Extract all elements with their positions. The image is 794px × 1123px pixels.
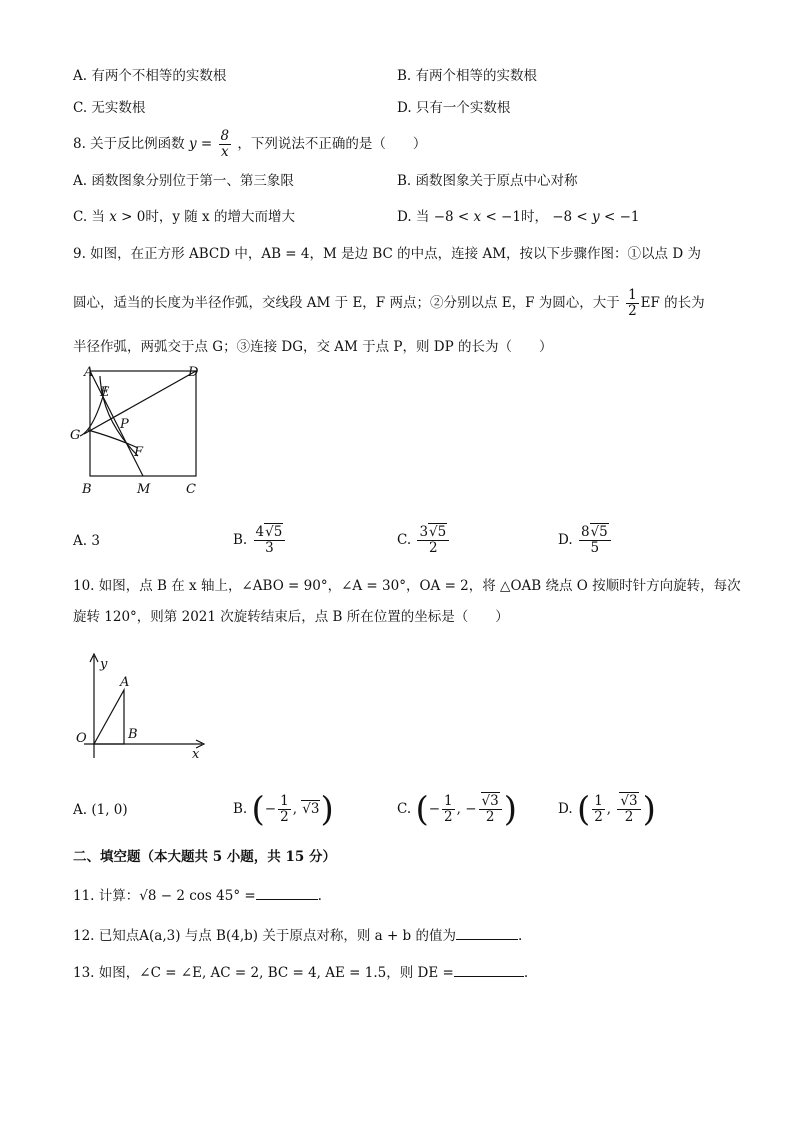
label-m: M <box>137 482 151 497</box>
label-g: G <box>70 428 81 443</box>
q9-option-b: B. $\frac{4√5}{3}$ <box>233 520 287 560</box>
label-p: P <box>120 417 129 432</box>
label-e: E <box>100 385 110 400</box>
q10-line2: 旋转 120°，则第 2021 次旋转结束后，点 B 所在位置的坐标是（ ） <box>73 609 509 625</box>
q10-option-c: C. (− $\frac{1}{2}$ , − $\frac{√3}{2}$ ) <box>397 789 517 830</box>
q11-answer-blank <box>256 885 318 900</box>
q8-option-a: A. 函数图象分别位于第一、第三象限 <box>73 173 294 189</box>
label-c: C <box>186 482 196 497</box>
q8-option-c: C. 当 x > 0时，y 随 x 的增大而增大 <box>73 209 295 225</box>
q9-line3: 半径作弧，两弧交于点 G；③连接 DG，交 AM 于点 P，则 DP 的长为（ ） <box>73 339 553 355</box>
q9-option-a: A. 3 <box>73 533 100 549</box>
q10-line1: 10. 如图，点 B 在 x 轴上，∠ABO = 90°，∠A = 30°，OA = 2，将 △OAB 绕点 O 按顺时针方向旋转，每次 <box>73 578 741 594</box>
q12-answer-blank <box>456 925 518 940</box>
q12: 12. 已知点A(a,3) 与点 B(4,b) 关于原点对称，则 a + b 的值为 . <box>73 925 522 945</box>
q10-figure <box>70 650 215 762</box>
section-2-title: 二、填空题（本大题共 5 小题，共 15 分） <box>73 849 336 865</box>
q9-option-c: C. $\frac{3√5}{2}$ <box>397 520 451 560</box>
q9-line2: 圆心，适当的长度为半径作弧，交线段 AM 于 E，F 两点；②分别以点 E，F 为圆心，大于 $\frac{1}{2}$ EF 的长为 <box>73 287 705 319</box>
q9-figure <box>66 360 216 500</box>
label-b: B <box>128 727 138 742</box>
q8-option-d: D. 当 −8 < x < −1时， −8 < y < −1 <box>397 209 640 225</box>
q8-prefix: 8. 关于反比例函数 <box>73 136 185 152</box>
q9-option-d: D. $\frac{8√5}{5}$ <box>558 520 613 560</box>
label-x: x <box>192 747 200 762</box>
q8-option-b: B. 函数图象关于原点中心对称 <box>397 173 578 189</box>
q10-option-d: D. ( $\frac{1}{2}$ , $\frac{√3}{2}$ ) <box>558 789 656 830</box>
q7-option-c: C. 无实数根 <box>73 100 146 116</box>
label-o: O <box>76 731 87 746</box>
arc-f <box>88 430 138 448</box>
q13-answer-blank <box>454 962 524 977</box>
q8-function: y = $\frac{8}{x}$ <box>188 128 230 160</box>
q7-option-a: A. 有两个不相等的实数根 <box>73 68 227 84</box>
label-b: B <box>82 482 92 497</box>
triangle-oab <box>94 690 124 744</box>
label-d: D <box>188 365 199 380</box>
q7-option-d: D. 只有一个实数根 <box>397 100 511 116</box>
q8-suffix: ，下列说法不正确的是（ ） <box>237 136 427 152</box>
q10-option-b: B. (− $\frac{1}{2}$ , √3) <box>233 789 334 830</box>
segment-am <box>90 371 143 476</box>
label-a: A <box>120 675 130 690</box>
q13: 13. 如图，∠C = ∠E, AC = 2, BC = 4, AE = 1.5，则 DE = . <box>73 962 528 982</box>
label-y: y <box>100 657 108 672</box>
q11: 11. 计算：√8 − 2 cos 45° = . <box>73 885 322 905</box>
label-a: A <box>84 365 94 380</box>
q8-stem <box>73 124 426 164</box>
q9-line1: 9. 如图，在正方形 ABCD 中，AB = 4，M 是边 BC 的中点，连接 AM，按以下步骤作图：①以点 D 为 <box>73 246 701 262</box>
label-f: F <box>134 445 144 460</box>
q10-option-a: A. (1, 0) <box>73 802 128 818</box>
q7-option-b: B. 有两个相等的实数根 <box>397 68 538 84</box>
